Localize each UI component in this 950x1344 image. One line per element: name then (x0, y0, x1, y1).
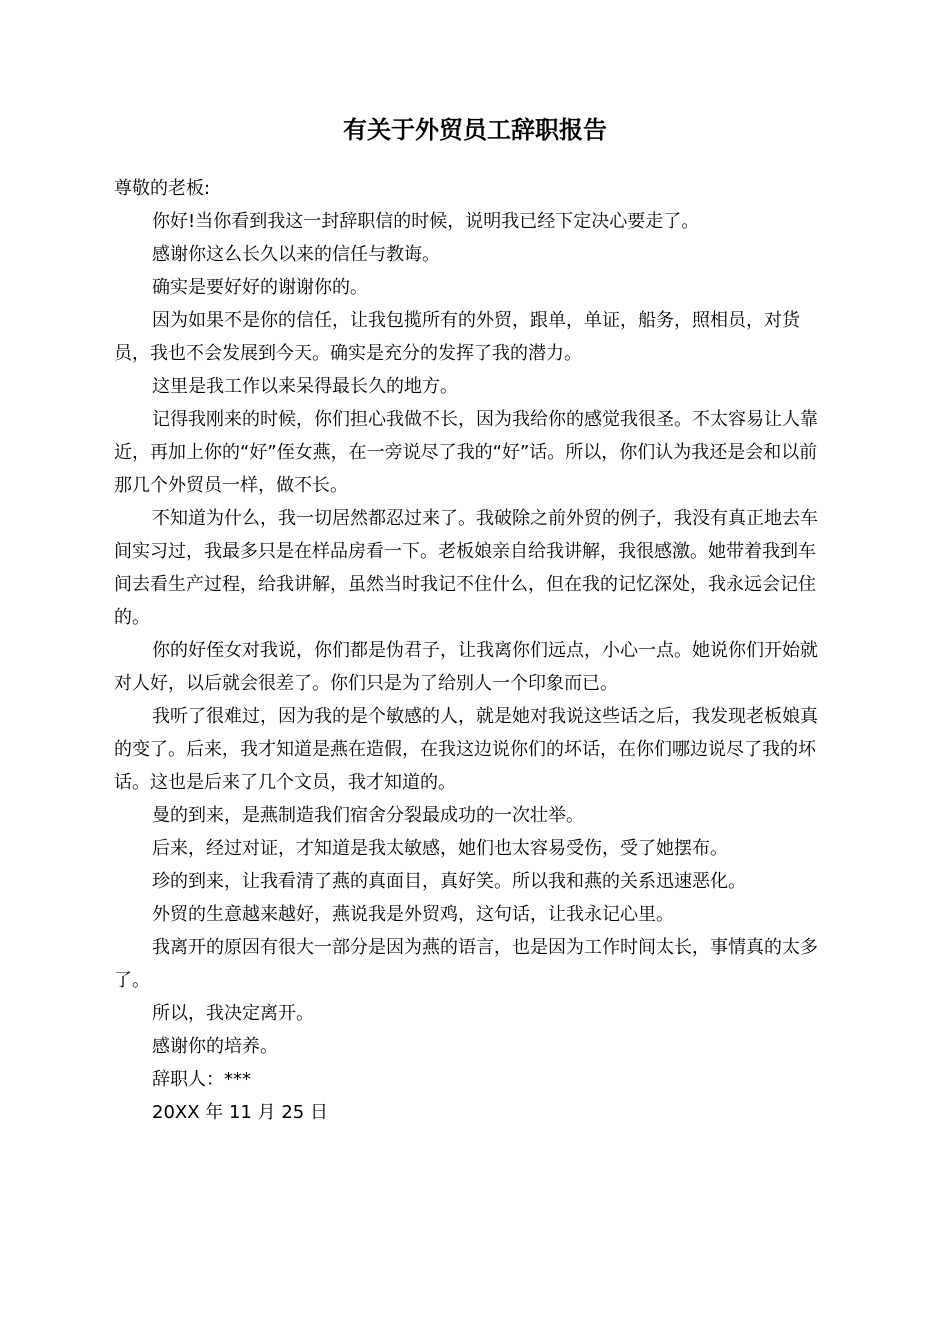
paragraph-8: 你的好侄女对我说，你们都是伪君子，让我离你们远点，小心一点。她说你们开始就对人好，以后就会很差了。你们只是为了给别人一个印象而已。 (114, 640, 818, 694)
paragraph-11: 后来，经过对证，才知道是我太敏感，她们也太容易受伤，受了她摆布。 (152, 838, 728, 859)
paragraph-4: 因为如果不是你的信任，让我包揽所有的外贸，跟单，单证，船务，照相员，对货员，我也不会发展到今天。确实是充分的发挥了我的潜力。 (114, 310, 800, 364)
paragraph-10: 曼的到来，是燕制造我们宿舍分裂最成功的一次壮举。 (152, 805, 584, 826)
document-body (114, 172, 830, 1129)
paragraph-7: 不知道为什么，我一切居然都忍过来了。我破除之前外贸的例子，我没有真正地去车间实习过，我最多只是在样品房看一下。老板娘亲自给我讲解，我很感激。她带着我到车间去看生产过程，给我讲解，虽然当时我记不住什么，但在我的记忆深处，我永远会记住的。 (114, 508, 818, 628)
paragraph-16: 感谢你的培养。 (152, 1036, 278, 1057)
paragraph-14: 我离开的原因有很大一部分是因为燕的语言，也是因为工作时间太长，事情真的太多了。 (114, 937, 818, 991)
paragraph-13: 外贸的生意越来越好，燕说我是外贸鸡，这句话，让我永记心里。 (152, 904, 674, 925)
date: 20XX 年 11 月 25 日 (152, 1102, 328, 1123)
document-title: 有关于外贸员工辞职报告 (343, 116, 607, 144)
signature: 辞职人：*** (152, 1069, 251, 1090)
salutation: 尊敬的老板: (114, 178, 211, 199)
paragraph-12: 珍的到来，让我看清了燕的真面目，真好笑。所以我和燕的关系迅速恶化。 (152, 871, 746, 892)
paragraph-9: 我听了很难过，因为我的是个敏感的人，就是她对我说这些话之后，我发现老板娘真的变了。后来，我才知道是燕在造假，在我这边说你们的坏话，在你们哪边说尽了我的坏话。这也是后来了几个文员，我才知道的。 (114, 706, 818, 793)
paragraph-15: 所以，我决定离开。 (152, 1003, 314, 1024)
paragraph-3: 确实是要好好的谢谢你的。 (152, 277, 368, 298)
paragraph-1: 你好!当你看到我这一封辞职信的时候，说明我已经下定决心要走了。 (152, 211, 700, 232)
paragraph-5: 这里是我工作以来呆得最长久的地方。 (152, 376, 458, 397)
paragraph-2: 感谢你这么长久以来的信任与教诲。 (152, 244, 440, 265)
paragraph-6: 记得我刚来的时候，你们担心我做不长，因为我给你的感觉我很圣。不太容易让人靠近，再加上你的“好”侄女燕，在一旁说尽了我的“好”话。所以，你们认为我还是会和以前那几个外贸员一样，做不长。 (114, 409, 818, 496)
